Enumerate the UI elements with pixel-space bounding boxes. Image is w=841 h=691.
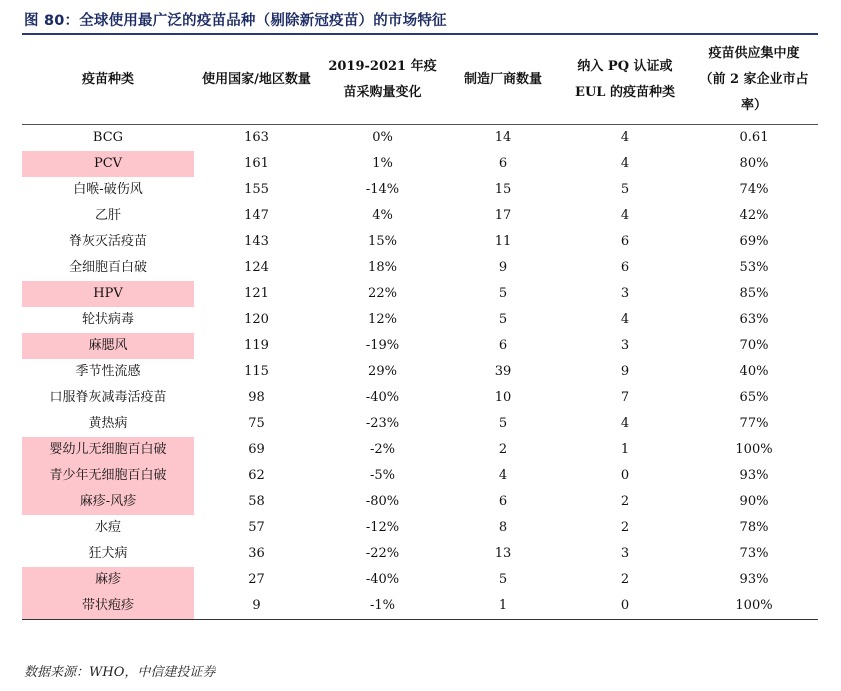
pq-eul-cell: 4 [620, 312, 630, 327]
pq-eul-cell: 4 [620, 156, 630, 171]
countries-cell: 161 [244, 156, 269, 171]
countries-cell: 147 [244, 208, 269, 223]
table-row [22, 359, 818, 385]
pq-eul-cell: 7 [620, 390, 630, 405]
vaccine-name-cell: 狂犬病 [88, 546, 128, 561]
procurement-change-cell: -19% [365, 338, 400, 353]
manufacturers-cell: 17 [494, 208, 512, 223]
source-note: 数据来源：WHO，中信建投证券 [24, 665, 216, 680]
top-rule [22, 33, 818, 35]
countries-cell: 69 [248, 442, 265, 457]
header-manufacturers: 制造厂商数量 [463, 72, 542, 87]
pq-eul-cell: 2 [620, 520, 630, 535]
countries-cell: 27 [248, 572, 265, 587]
vaccine-name-cell: 季节性流感 [75, 364, 141, 379]
concentration-cell: 85% [739, 286, 769, 301]
procurement-change-cell: -5% [369, 468, 396, 483]
vaccine-name-cell: 全细胞百白破 [68, 260, 147, 275]
concentration-cell: 53% [739, 260, 769, 275]
concentration-cell: 74% [739, 182, 769, 197]
procurement-change-cell: -22% [365, 546, 400, 561]
table-row [22, 255, 818, 281]
manufacturers-cell: 11 [494, 234, 512, 249]
table-row [22, 125, 818, 151]
countries-cell: 115 [244, 364, 269, 379]
countries-cell: 36 [248, 546, 265, 561]
pq-eul-cell: 4 [620, 208, 630, 223]
countries-cell: 98 [248, 390, 265, 405]
header-countries: 使用国家/地区数量 [202, 72, 311, 87]
countries-cell: 163 [244, 130, 269, 145]
vaccine-name-cell: 轮状病毒 [81, 312, 134, 327]
vaccine-name-cell: 青少年无细胞百白破 [22, 463, 194, 489]
header-procurement-change: 2019-2021 年疫 苗采购量变化 [328, 59, 437, 100]
table-row [22, 541, 818, 567]
manufacturers-cell: 13 [494, 546, 512, 561]
concentration-cell: 100% [735, 598, 773, 613]
pq-eul-cell: 6 [620, 234, 630, 249]
vaccine-name-cell: 白喉-破伤风 [73, 182, 143, 197]
pq-eul-cell: 6 [620, 260, 630, 275]
manufacturers-cell: 8 [498, 520, 508, 535]
procurement-change-cell: -40% [365, 390, 400, 405]
manufacturers-cell: 14 [494, 130, 512, 145]
table-body [22, 125, 818, 619]
procurement-change-cell: -12% [365, 520, 400, 535]
concentration-cell: 63% [739, 312, 769, 327]
manufacturers-cell: 6 [498, 156, 508, 171]
vaccine-name-cell: 黄热病 [88, 416, 128, 431]
table-row [22, 567, 818, 593]
table-row [22, 281, 818, 307]
vaccine-name-cell: 口服脊灰减毒活疫苗 [49, 390, 167, 405]
concentration-cell: 42% [739, 208, 769, 223]
table-row [22, 333, 818, 359]
manufacturers-cell: 4 [498, 468, 508, 483]
table-row [22, 151, 818, 177]
pq-eul-cell: 2 [620, 494, 630, 509]
vaccine-name-cell: 麻疹 [22, 567, 194, 593]
table-row [22, 307, 818, 333]
manufacturers-cell: 9 [498, 260, 508, 275]
header-concentration: 疫苗供应集中度 （前 2 家企业市占 率） [699, 46, 809, 113]
countries-cell: 119 [244, 338, 269, 353]
vaccine-name-cell: 婴幼儿无细胞百白破 [22, 437, 194, 463]
pq-eul-cell: 2 [620, 572, 630, 587]
procurement-change-cell: 0% [372, 130, 393, 145]
table-row [22, 177, 818, 203]
concentration-cell: 65% [739, 390, 769, 405]
pq-eul-cell: 4 [620, 130, 630, 145]
table-row [22, 437, 818, 463]
procurement-change-cell: -1% [369, 598, 396, 613]
table-row [22, 203, 818, 229]
procurement-change-cell: 12% [368, 312, 397, 327]
procurement-change-cell: 1% [372, 156, 393, 171]
vaccine-name-cell: 麻腮风 [22, 333, 194, 359]
concentration-cell: 77% [739, 416, 769, 431]
pq-eul-cell: 4 [620, 416, 630, 431]
countries-cell: 155 [244, 182, 269, 197]
figure-title: 图 80：全球使用最广泛的疫苗品种（剔除新冠疫苗）的市场特征 [24, 13, 447, 29]
pq-eul-cell: 5 [620, 182, 630, 197]
table-row [22, 463, 818, 489]
concentration-cell: 73% [739, 546, 769, 561]
concentration-cell: 90% [739, 494, 769, 509]
countries-cell: 121 [244, 286, 269, 301]
countries-cell: 58 [248, 494, 265, 509]
vaccine-name-cell: BCG [92, 130, 124, 145]
vaccine-name-cell: 乙肝 [94, 208, 121, 223]
procurement-change-cell: 29% [368, 364, 397, 379]
concentration-cell: 70% [739, 338, 769, 353]
pq-eul-cell: 3 [620, 546, 630, 561]
concentration-cell: 0.61 [739, 130, 769, 145]
manufacturers-cell: 5 [498, 312, 508, 327]
table-row [22, 229, 818, 255]
vaccine-name-cell: 带状疱疹 [22, 593, 194, 619]
vaccine-name-cell: PCV [22, 151, 194, 177]
procurement-change-cell: 18% [368, 260, 397, 275]
concentration-cell: 69% [739, 234, 769, 249]
header-vaccine-type: 疫苗种类 [81, 72, 134, 87]
manufacturers-cell: 6 [498, 494, 508, 509]
table-header [22, 37, 818, 123]
procurement-change-cell: -40% [365, 572, 400, 587]
manufacturers-cell: 15 [494, 182, 512, 197]
manufacturers-cell: 5 [498, 416, 508, 431]
manufacturers-cell: 39 [494, 364, 512, 379]
pq-eul-cell: 9 [620, 364, 630, 379]
vaccine-name-cell: 水痘 [94, 520, 121, 535]
concentration-cell: 93% [739, 572, 769, 587]
concentration-cell: 40% [739, 364, 769, 379]
countries-cell: 62 [248, 468, 265, 483]
countries-cell: 57 [248, 520, 265, 535]
procurement-change-cell: 4% [372, 208, 393, 223]
manufacturers-cell: 6 [498, 338, 508, 353]
vaccine-name-cell: 脊灰灭活疫苗 [68, 234, 147, 249]
countries-cell: 124 [244, 260, 269, 275]
concentration-cell: 80% [739, 156, 769, 171]
concentration-cell: 100% [735, 442, 773, 457]
pq-eul-cell: 0 [620, 598, 630, 613]
vaccine-name-cell: 麻疹-风疹 [22, 489, 194, 515]
countries-cell: 143 [244, 234, 269, 249]
pq-eul-cell: 0 [620, 468, 630, 483]
procurement-change-cell: 22% [368, 286, 397, 301]
concentration-cell: 93% [739, 468, 769, 483]
countries-cell: 120 [244, 312, 269, 327]
countries-cell: 9 [252, 598, 261, 613]
manufacturers-cell: 5 [498, 286, 508, 301]
manufacturers-cell: 2 [498, 442, 508, 457]
pq-eul-cell: 1 [620, 442, 630, 457]
manufacturers-cell: 10 [494, 390, 512, 405]
procurement-change-cell: -80% [365, 494, 400, 509]
concentration-cell: 78% [739, 520, 769, 535]
manufacturers-cell: 5 [498, 572, 508, 587]
table-row [22, 593, 818, 619]
bottom-rule [22, 619, 818, 620]
table-row [22, 489, 818, 515]
procurement-change-cell: -23% [365, 416, 400, 431]
procurement-change-cell: -2% [369, 442, 396, 457]
table-row [22, 411, 818, 437]
countries-cell: 75 [248, 416, 265, 431]
procurement-change-cell: -14% [365, 182, 400, 197]
procurement-change-cell: 15% [368, 234, 397, 249]
pq-eul-cell: 3 [620, 338, 630, 353]
table-row [22, 385, 818, 411]
vaccine-name-cell: HPV [22, 281, 194, 307]
header-pq-eul: 纳入 PQ 认证或 EUL 的疫苗种类 [575, 59, 675, 100]
table-row [22, 515, 818, 541]
manufacturers-cell: 1 [498, 598, 508, 613]
pq-eul-cell: 3 [620, 286, 630, 301]
